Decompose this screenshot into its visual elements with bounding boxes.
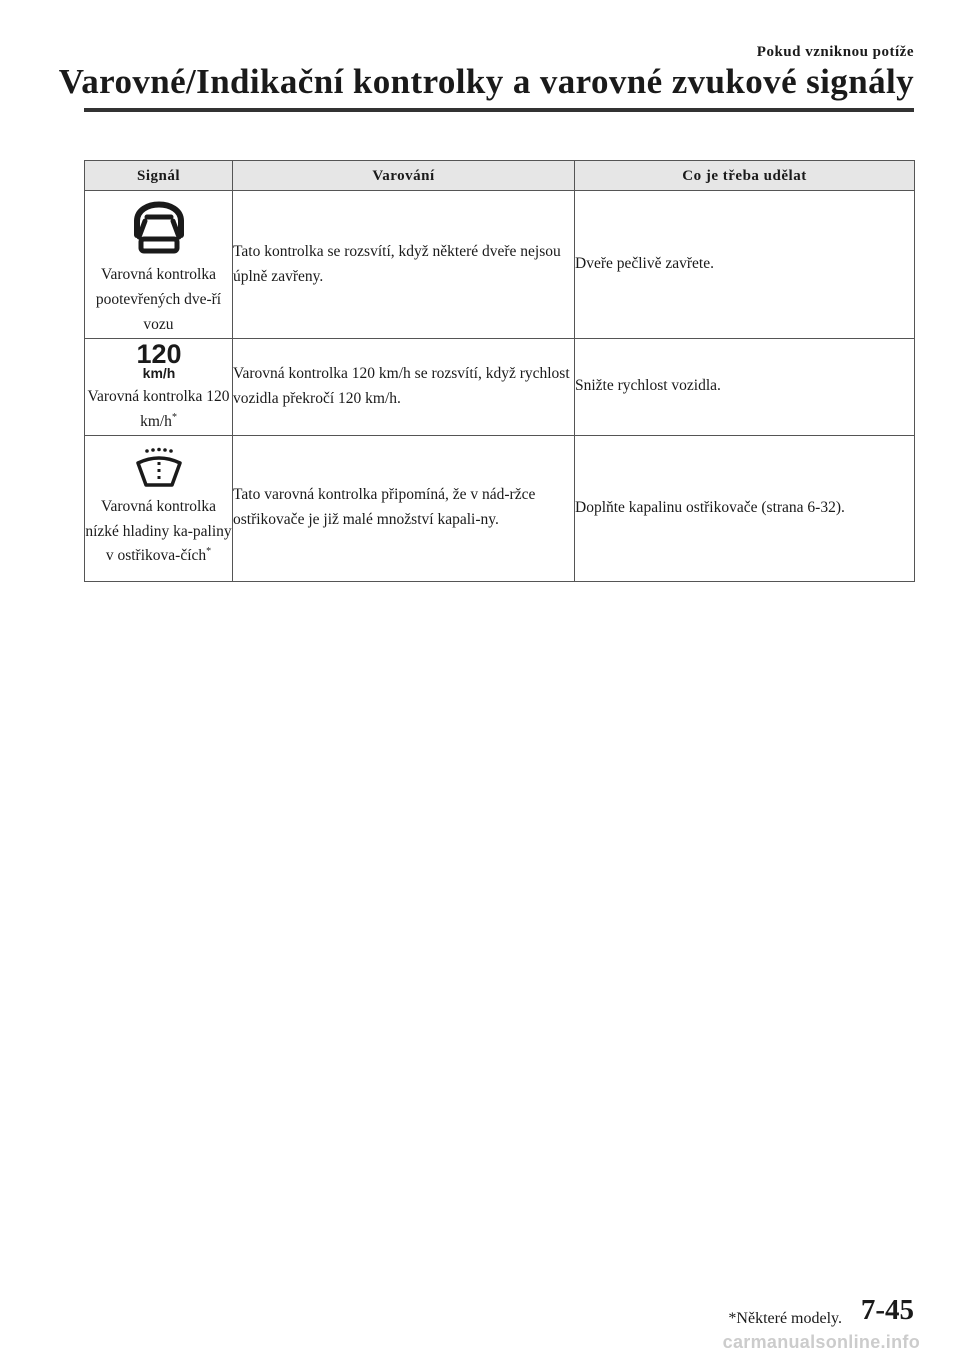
footnote-marker: * [206, 546, 212, 558]
signal-name: Varovná kontrolka nízké hladiny ka-paliny v ostřikova-čích* [85, 497, 232, 565]
table-row [85, 191, 915, 339]
column-header-signal: Signál [85, 161, 233, 191]
icon-text-120: 120 [135, 339, 182, 369]
warning-lights-table [84, 160, 915, 582]
warning-cell: Tato kontrolka se rozsvítí, když některé dveře nejsou úplně zavřeny. [233, 191, 575, 339]
signal-cell [85, 339, 233, 436]
table-header-row [85, 161, 915, 191]
signal-cell [85, 435, 233, 581]
table-row [85, 339, 915, 436]
action-cell: Dveře pečlivě zavřete. [575, 191, 915, 339]
speed-120-icon [134, 339, 184, 379]
table-row [85, 435, 915, 581]
warning-cell: Varovná kontrolka 120 km/h se rozsvítí, když rychlost vozidla překročí 120 km/h. [233, 339, 575, 436]
signal-name: Varovná kontrolka pootevřených dve-ří vozu [95, 266, 222, 333]
signal-name: Varovná kontrolka 120 km/h* [87, 388, 230, 430]
footnote-marker: * [171, 411, 177, 423]
footnote: *Některé modely. [728, 1310, 842, 1327]
column-header-warning: Varování [233, 161, 575, 191]
column-header-action: Co je třeba udělat [575, 161, 915, 191]
watermark: carmanualsonline.info [722, 1332, 920, 1352]
action-cell: Doplňte kapalinu ostřikovače (strana 6-32). [575, 435, 915, 581]
door-ajar-icon [127, 191, 191, 257]
section-label: Pokud vzniknou potíže [756, 44, 914, 60]
icon-text-kmh: km/h [142, 365, 175, 379]
washer-fluid-icon [134, 447, 184, 489]
warning-cell: Tato varovná kontrolka připomíná, že v nád-ržce ostřikovače je již malé množství kapali-ny. [233, 435, 575, 581]
signal-cell [85, 191, 233, 339]
page-number: 7-45 [860, 1294, 914, 1326]
page-title: Varovné/Indikační kontrolky a varovné zvukové signály [58, 62, 914, 101]
title-rule [84, 108, 914, 112]
action-cell: Snižte rychlost vozidla. [575, 339, 915, 436]
